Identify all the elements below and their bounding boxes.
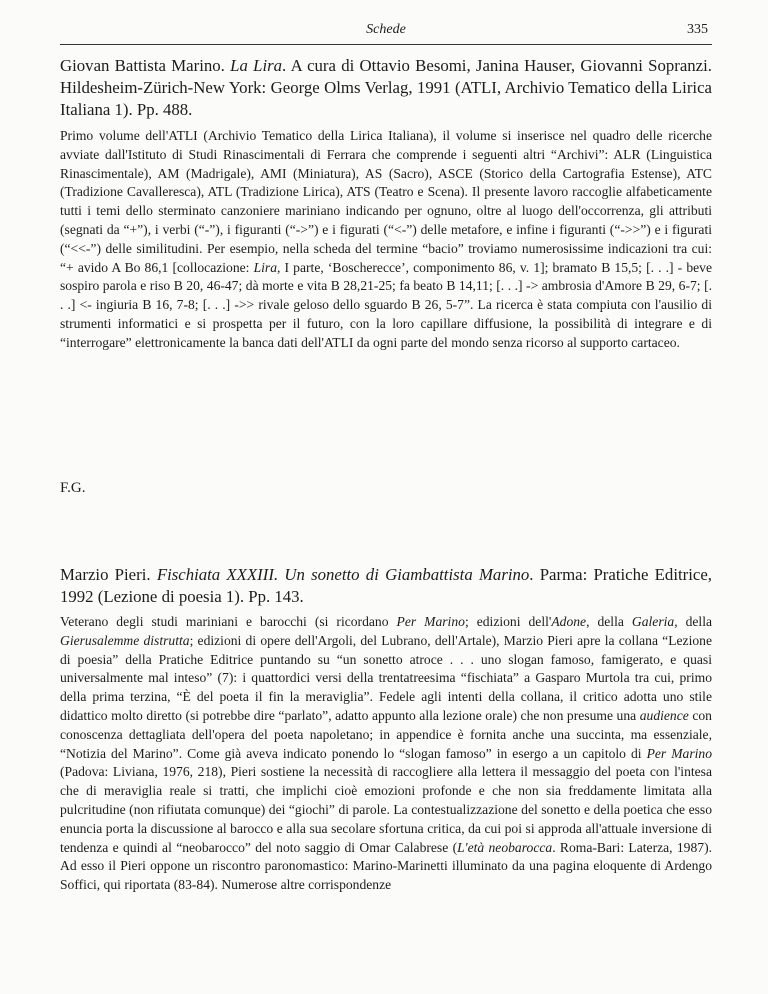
review-1-text: , I parte, ‘Boscherecce’, componimento 86, v. 1]; bramato B 15,5; [. . .] - beve sospiro parola e riso B 20, 46-47; dà morte e vita B 28,21-25; fa beato B 14,11; [. . .] -> ambrosia d'Amore B 29, 6-7; [. . .] <- ingiuria B 16, 7-8; [. . .] ->> rivale geloso dello sguardo B 26, 5-7”. La ricerca è stata compiuta con l'ausilio di strumenti informatici e si prospetta per il futuro, con la loro capillare diffusione, la possibilità di integrare e di “interrogare” elettronicamente la banca dati dell'ATLI da ogni parte del mondo senza ricorso al supporto cartaceo. bbox=[60, 259, 712, 350]
review-1-text: Primo volume dell'ATLI (Archivio Tematico della Lirica Italiana), il volume si inserisce nel quadro delle ricerche avviate dall'Istituto di Studi Rinascimentali di Ferrara che comprende i seguenti altri “Archivi”: ALR (Linguistica Rinascimentale), AM (Madrigale), AMI (Miniatura), AS (Sacro), ASCE (Storico della Cartografia Estense), ATC (Tradizione Cavalleresca), ATL (Tradizione Lirica), ATS (Teatro e Scena). Il presente lavoro raccoglie alfabeticamente tutti i temi dello sterminato canzoniere mariniano indicando per ognuno, oltre al luogo dell'occorrenza, gli attributi (segnati da “+”), i verbi (“-”), i figuranti (“->”) e i figurati (“<-”) delle metafore, e infine i figuranti (“->>”) e i figurati (“<<-”) delle similitudini. Per esempio, nella scheda del termine “bacio” troviamo numerosissime indicazioni tra cui: “+ avido A Bo 86,1 [collocazione: bbox=[60, 128, 712, 275]
review-2-text: ; edizioni dell' bbox=[464, 614, 552, 629]
review-1-body bbox=[60, 127, 712, 353]
review-2-body bbox=[60, 613, 712, 895]
review-2-italic: Gierusalemme distrutta bbox=[60, 632, 190, 648]
review-2-italic: Per Marino bbox=[396, 614, 465, 629]
review-2-italic: audience bbox=[639, 707, 689, 723]
header-rule bbox=[60, 44, 712, 45]
page-number: 335 bbox=[687, 22, 708, 37]
review-1-book-title: La Lira bbox=[230, 56, 283, 75]
review-2-text: Veterano degli studi mariniani e barocchi (si ricordano bbox=[60, 614, 397, 629]
review-2-author: Marzio Pieri. bbox=[60, 565, 157, 584]
review-2-text: ; edizioni di opere dell'Argoli, del Lubrano, dell'Artale), Marzio Pieri apre la collana “Lezione di poesia” della Pratiche Editrice puntando su “un sonetto atroce . . . uno slogan famoso, famigerato, e quasi universalmente mal inteso” (7): i quattordici versi della trentatreesima “fischiata” a Gasparo Murtola tra cui, primo della prima terzina, “È del poeta il fin la meraviglia”. Fedele agli intenti della collana, il critico adotta uno stile didattico molto diretto (si potrebbe dire “parlato”, adatto appunto alla lezione orale) che non presume una bbox=[60, 632, 712, 723]
review-2-text: . Roma-Bari: Laterza, 1987). Ad esso il Pieri oppone un riscontro paronomastico: Marino-Marinetti illuminato da una pagina eloquente di Ardengo Soffici, qui riportata (83-84). Numerose altre corrispondenze bbox=[60, 839, 712, 893]
review-2-heading bbox=[60, 564, 712, 608]
review-1-author: Giovan Battista Marino. bbox=[60, 56, 231, 75]
review-2-text: , della bbox=[586, 614, 632, 629]
running-head bbox=[60, 22, 712, 42]
review-2-italic: Galeria bbox=[631, 614, 675, 629]
running-title: Schede bbox=[366, 22, 406, 37]
review-2-italic: Adone bbox=[551, 614, 587, 629]
review-1-publication-info: . A cura di Ottavio Besomi, Janina Hauser, Giovanni Sopranzi. Hildesheim-Zürich-New York: George Olms Verlag, 1991 (ATLI, Archivio Tematico della Lirica Italiana 1). Pp. 488. bbox=[60, 56, 712, 119]
review-2-italic: Per Marino bbox=[646, 745, 712, 761]
review-2-text: , della bbox=[674, 614, 713, 629]
review-2-italic: L'età neobarocca bbox=[457, 839, 553, 855]
review-2-publication-info: . Parma: Pratiche Editrice, 1992 (Lezione di poesia 1). Pp. 143. bbox=[60, 565, 712, 606]
review-1-heading bbox=[60, 55, 712, 121]
review-1-italic: Lira bbox=[253, 259, 278, 275]
review-1-signature: F.G. bbox=[60, 480, 86, 496]
review-2-text: con conoscenza dettagliata dell'opera del poeta napoletano; in appendice è fornita anche una succinta, ma essenziale, “Notizia del Marino”. Come già aveva indicato ponendo lo “slogan famoso” in esergo a un capitolo di bbox=[60, 707, 712, 761]
review-2-book-title: Fischiata XXXIII. Un sonetto di Giambattista Marino bbox=[156, 565, 530, 584]
review-2-text: (Padova: Liviana, 1976, 218), Pieri sostiene la necessità di raccogliere alla lettera il messaggio del poeta con l'intesa che di meraviglia reale si tratti, che implichi cioè emozioni profonde e che non sia freddamente limitata alla pulcritudine (non rifiutata comunque) dei “giochi” di parole. La contestualizzazione del sonetto e della poetica che esso enuncia porta la discussione al barocco e alla sua secolare sfortuna critica, da cui poi si approda all'attuale inversione di tendenza e quindi al “neobarocco” del noto saggio di Omar Calabrese ( bbox=[60, 764, 712, 855]
